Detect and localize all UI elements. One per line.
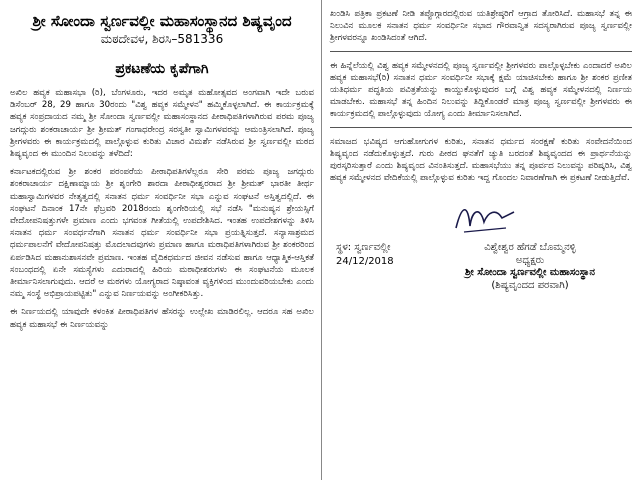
paragraph-continued: ಈ ನಿರ್ಣಯದಲ್ಲಿ ಯಾವುದೇ ಕಳಂಕಿತ ಪೀಠಾಧಿಪತಿಗಳ ಹೆಸರನ್ನು ಉಲ್ಲೇಖ ಮಾಡಿರಲಿಲ್ಲ. ಆದರೂ ಸಹ ಅಖಿಲ ಹವ್ಯಕ ಮಹಾಸಭೆ ಈ ನಿರ್ಣಯವನ್ನು (10, 307, 314, 330)
notice-title: ಪ್ರಕಟಣೆಯ ಕೃಪೆಗಾಗಿ (115, 61, 209, 77)
left-column (0, 0, 322, 337)
signature-block (330, 190, 632, 290)
divider-2 (330, 127, 632, 128)
signer-organization: ಶ್ರೀ ಸೋಂದಾ ಸ್ವರ್ಣವಲ್ಲೀ ಮಹಾಸಂಸ್ಥಾನ (465, 267, 595, 279)
paragraph-right-3: ಸಮಾಜದ ಭವಿಷ್ಯದ ಆಗುಹೋಗುಗಳ ಕುರಿತು, ಸನಾತನ ಧರ್ಮದ ಸಂರಕ್ಷಣೆ ಕುರಿತು ಸಂವೇದನೆಯಿಂದ ಶಿಷ್ಯವೃಂದ ನಡೆದುಕೊಳ್ಳುತ್ತದೆ. ಗುರು ಪೀಠದ ಘನತೆಗೆ ಚ್ಯುತಿ ಬರದಂತೆ ಶಿಷ್ಯವೃಂದದ ಈ ಪ್ರಾರ್ಥನೆಯನ್ನು ಪುರಸ್ಕರಿಸುತ್ತಾರೆ ಎಂದು ಶಿಷ್ಯವೃಂದ ವಿನಂತಿಸುತ್ತದೆ. ಮಹಾಸಭೆಯು ತನ್ನ ಪೂರ್ವದ ನಿಲುವನ್ನು ಪರಿಷ್ಕರಿಸಿ, ವಿಶ್ವ ಹವ್ಯಕ ಸಮ್ಮೇಳನದ ವೇದಿಕೆಯಲ್ಲಿ ಪಾಲ್ಗೊಳ್ಳುವ ಕುರಿತು ಇದ್ದ ಗೊಂದಲ ನಿವಾರಣೆಗಾಗಿ ಈ ಪ್ರಕಟಣೆ ನೀಡುತ್ತಿದೆವೆ. (330, 136, 632, 184)
date-label: 24/12/2018 (336, 256, 394, 268)
signer-name: ವಿಶ್ವೇಶ್ವರ ಹೆಗಡೆ ಬೊಮ್ಮನಳ್ಳಿ (484, 242, 576, 254)
divider-1 (330, 51, 632, 52)
signer-note: (ಶಿಷ್ಯವೃಂದದ ಪರವಾಗಿ) (491, 279, 569, 291)
paragraph-resolution: ಕರ್ನಾಟಕದಲ್ಲಿರುವ ಶ್ರೀ ಶಂಕರ ಪರಂಪರೆಯ ಪೀಠಾಧಿಪತಿಗಳೆಲ್ಲರೂ ಸೇರಿ ಪರಮ ಪೂಜ್ಯ ಜಗದ್ಗುರು ಶಂಕರಾಚಾರ್ಯ ದಕ್ಷಿಣಾಮ್ನಾಯ ಶ್ರೀ ಶೃಂಗೇರಿ ಶಾರದಾ ಪೀಠಾಧೀಶ್ವರರಾದ ಶ್ರೀ ಶ್ರೀಮತ್ ಭಾರತೀ ತೀರ್ಥ ಮಹಾಸ್ವಾಮಿಗಳವರ ನೇತೃತ್ವದಲ್ಲಿ ಸನಾತನ ಧರ್ಮ ಸಂವರ್ಧಿನೀ ಸಭಾ ಎನ್ನುವ ಸಂಘಟನೆ ಅಸ್ತಿತ್ವದಲ್ಲಿದೆ. ಈ ಸಂಘಟನೆ ದಿನಾಂಕ 17ನೇ ಫೆಬ್ರವರಿ 2018ರಂದು ಶೃಂಗೇರಿಯಲ್ಲಿ ಸಭೆ ನಡೆಸಿ "ಮನುಷ್ಯನ ಶ್ರೇಯಸ್ಸಿಗೆ ವೇದೋಪನಿಷತ್ತುಗಳೇ ಪ್ರಮಾಣ ಎಂದು ಭಗವಂತ ಗೀತೆಯಲ್ಲಿ ಉಪದೇಶಿಸಿದ. ಇಂತಹ ಉಪದೇಶಗಳನ್ನು ತಿಳಿಸಿ ಸನಾತನ ಧರ್ಮ ಸಂವರ್ಧನೆಗಾಗಿ ಸನಾತನ ಧರ್ಮ ಸಂವರ್ಧಿನೀ ಸಭಾ ಪ್ರಯತ್ನಿಸುತ್ತದೆ. ಸನ್ಯಾಸಾಶ್ರಮದ ಧರ್ಮಪಾಲನೆಗೆ ವೇದೋಪನಿಷತ್ತು ಮೊದಲಾದವುಗಳು ಪ್ರಮಾಣ ಹಾಗೂ ಮಠಾಧಿಪತಿಗಳಾಗಿರುವ ಶ್ರೀ ಶಂಕರರಿಂದ ಏರ್ಪಡಿಸಿದ ಮಹಾನುಶಾಸನವೇ ಪ್ರಮಾಣ. ಇಂತಹ ವೈದಿಕಧರ್ಮದ ಜೀವನ ನಡೆಸುವ ಹಾಗೂ ಆಧ್ಯಾತ್ಮಿಕ-ಆಸ್ತಿಕತೆ ಸಂಬಂಧದಲ್ಲಿ ಏನೇ ಸಮಸ್ಯೆಗಳು ಎದುರಾದಲ್ಲಿ ಹಿರಿಯ ಮಠಾಧೀಶರುಗಳು ಈ ಸಂಘಟನೆಯ ಮೂಲಕ ತೀರ್ಮಾನಿಸಲಾಗುವುದು. ಆದರೆ ಆ ಮಠಗಳು ಯೋಗ್ಯರಾದ ನಿಷ್ಠಾವಂತ ವ್ಯಕ್ತಿಗಳಿಂದ ಮುಂದುವರಿಯಬೇಕು ಎಂದು ನಮ್ಮ ಸಂಸ್ಥೆ ಅಭಿಪ್ರಾಯಪಟ್ಟಿತು" ಎನ್ನುವ ನಿರ್ಣಯವನ್ನು ಅಂಗೀಕರಿಸಿತ್ತು. (10, 167, 314, 300)
paragraph-intro: ಅಖಿಲ ಹವ್ಯಕ ಮಹಾಸಭಾ (ರಿ), ಬೆಂಗಳೂರು, ಇದರ ಅಮೃತ ಮಹೋತ್ಸವದ ಅಂಗವಾಗಿ ಇದೇ ಬರುವ ಡಿಸೆಂಬರ್ 28, 29 ಹಾಗೂ 30ರಂದು "ವಿಶ್ವ ಹವ್ಯಕ ಸಮ್ಮೇಳನ" ಹಮ್ಮಿಕೊಳ್ಳಲಾಗಿದೆ. ಈ ಕಾರ್ಯಕ್ರಮಕ್ಕೆ ಹವ್ಯಕ ಸಂಪ್ರದಾಯದ ನಮ್ಮ ಶ್ರೀ ಸೋಂದಾ ಸ್ವರ್ಣವಲ್ಲೀ ಮಹಾಸಂಸ್ಥಾನದ ಪೀಠಾಧಿಪತಿಗಳಾಗಿರುವ ಪರಮ ಪೂಜ್ಯ ಜಗದ್ಗುರು ಶಂಕರಾಚಾರ್ಯ ಶ್ರೀ ಶ್ರೀಮತ್ ಗಂಗಾಧರೇಂದ್ರ ಸರಸ್ವತೀ ಸ್ವಾಮಿಗಳವರನ್ನು ಆಮಂತ್ರಿಸಲಾಗಿದೆ. ಪೂಜ್ಯ ಶ್ರೀಗಳವರು ಈ ಕಾರ್ಯಕ್ರಮದಲ್ಲಿ ಪಾಲ್ಗೊಳ್ಳುವ ಕುರಿತು ವಿಚಾರ ವಿಮರ್ಶೆ ನಡೆಸಿರುವ ಶ್ರೀ ಸ್ವರ್ಣವಲ್ಲೀ ಮಠದ ಶಿಷ್ಯವೃಂದ ಈ ಮುಂದಿನ ನಿಲುವನ್ನು ತಳೆದಿದೆ: (10, 88, 314, 160)
signer-role: ಅಧ್ಯಕ್ಷರು (515, 254, 545, 266)
paragraph-right-1: ಖಂಡಿಸಿ ಪತ್ರಿಕಾ ಪ್ರಕಟಣೆ ನೀಡಿ ತಪ್ಪೊಗ್ಗಾರದಲ್ಲಿರುವ ಯತಿಶ್ರೇಷ್ಠರಿಗೆ ಆಗ್ರಾದ ತೋರಿಸಿದೆ. ಮಹಾಸಭೆ ತನ್ನ ಈ ನಿಲುವಿನ ಮೂಲಕ ಸನಾತನ ಧರ್ಮ ಸಂವರ್ಧಿನೀ ಸಭಾದ ಗೌರವಾನ್ವಿತ ಸದಸ್ಯರಾಗಿರುವ ಪೂಜ್ಯ ಸ್ವರ್ಣವಲ್ಲೀ ಶ್ರೀಗಳವರನ್ನೂ ಖಂಡಿಸಿದಂತೆ ಆಗಿದೆ. (330, 9, 632, 44)
right-column (322, 0, 640, 290)
signature-mark (450, 198, 520, 238)
signer-details (430, 242, 630, 292)
place-label: ಸ್ಥಳ: ಸ್ವರ್ಣವಲ್ಲೀ (336, 242, 391, 254)
organization-address: ಮಠದೇವಳ, ಶಿರಸಿ–581336 (100, 32, 224, 46)
paragraph-right-2: ಈ ಹಿನ್ನೆಲೆಯಲ್ಲಿ ವಿಶ್ವ ಹವ್ಯಕ ಸಮ್ಮೇಳನದಲ್ಲಿ ಪೂಜ್ಯ ಸ್ವರ್ಣವಲ್ಲೀ ಶ್ರೀಗಳವರು ಪಾಲ್ಗೊಳ್ಳಬೇಕು ಎಂದಾದರೆ ಅಖಿಲ ಹವ್ಯಕ ಮಹಾಸಭೆ(ರಿ) ಸನಾತನ ಧರ್ಮ ಸಂವರ್ಧಿನೀ ಸಭಾಕ್ಕೆ ಕ್ಷಮೆ ಯಾಚಿಸಬೇಕು ಹಾಗೂ ಶ್ರೀ ಶಂಕರ ಪ್ರಣೀತ ಯತಿಧರ್ಮ ಪದ್ಧತಿಯ ಪವಿತ್ರತೆಯನ್ನು ಕಾಯ್ದುಕೊಳ್ಳುವುದರ ಬಗ್ಗೆ ವಿಶ್ವ ಹವ್ಯಕ ಸಮ್ಮೇಳನದಲ್ಲಿ ನಿರ್ಣಯ ಮಾಡಬೇಕು. ಮಹಾಸಭೆ ತನ್ನ ಹಿಂದಿನ ನಿಲುವನ್ನು ತಿದ್ದಿಕೊಂಡರೆ ಮಾತ್ರ ಪೂಜ್ಯ ಸ್ವರ್ಣವಲ್ಲೀ ಶ್ರೀಗಳವರು ಈ ಕಾರ್ಯಕ್ರಮದಲ್ಲಿ ಪಾಲ್ಗೊಳ್ಳುವುದು ಯೋಗ್ಯ ಎಂದು ತೀರ್ಮಾನಿಸಲಾಗಿದೆ. (330, 60, 632, 120)
organization-title: ಶ್ರೀ ಸೋಂದಾ ಸ್ವರ್ಣವಲ್ಲೀ ಮಹಾಸಂಸ್ಥಾನದ ಶಿಷ್ಯವೃಂದ (32, 12, 292, 30)
